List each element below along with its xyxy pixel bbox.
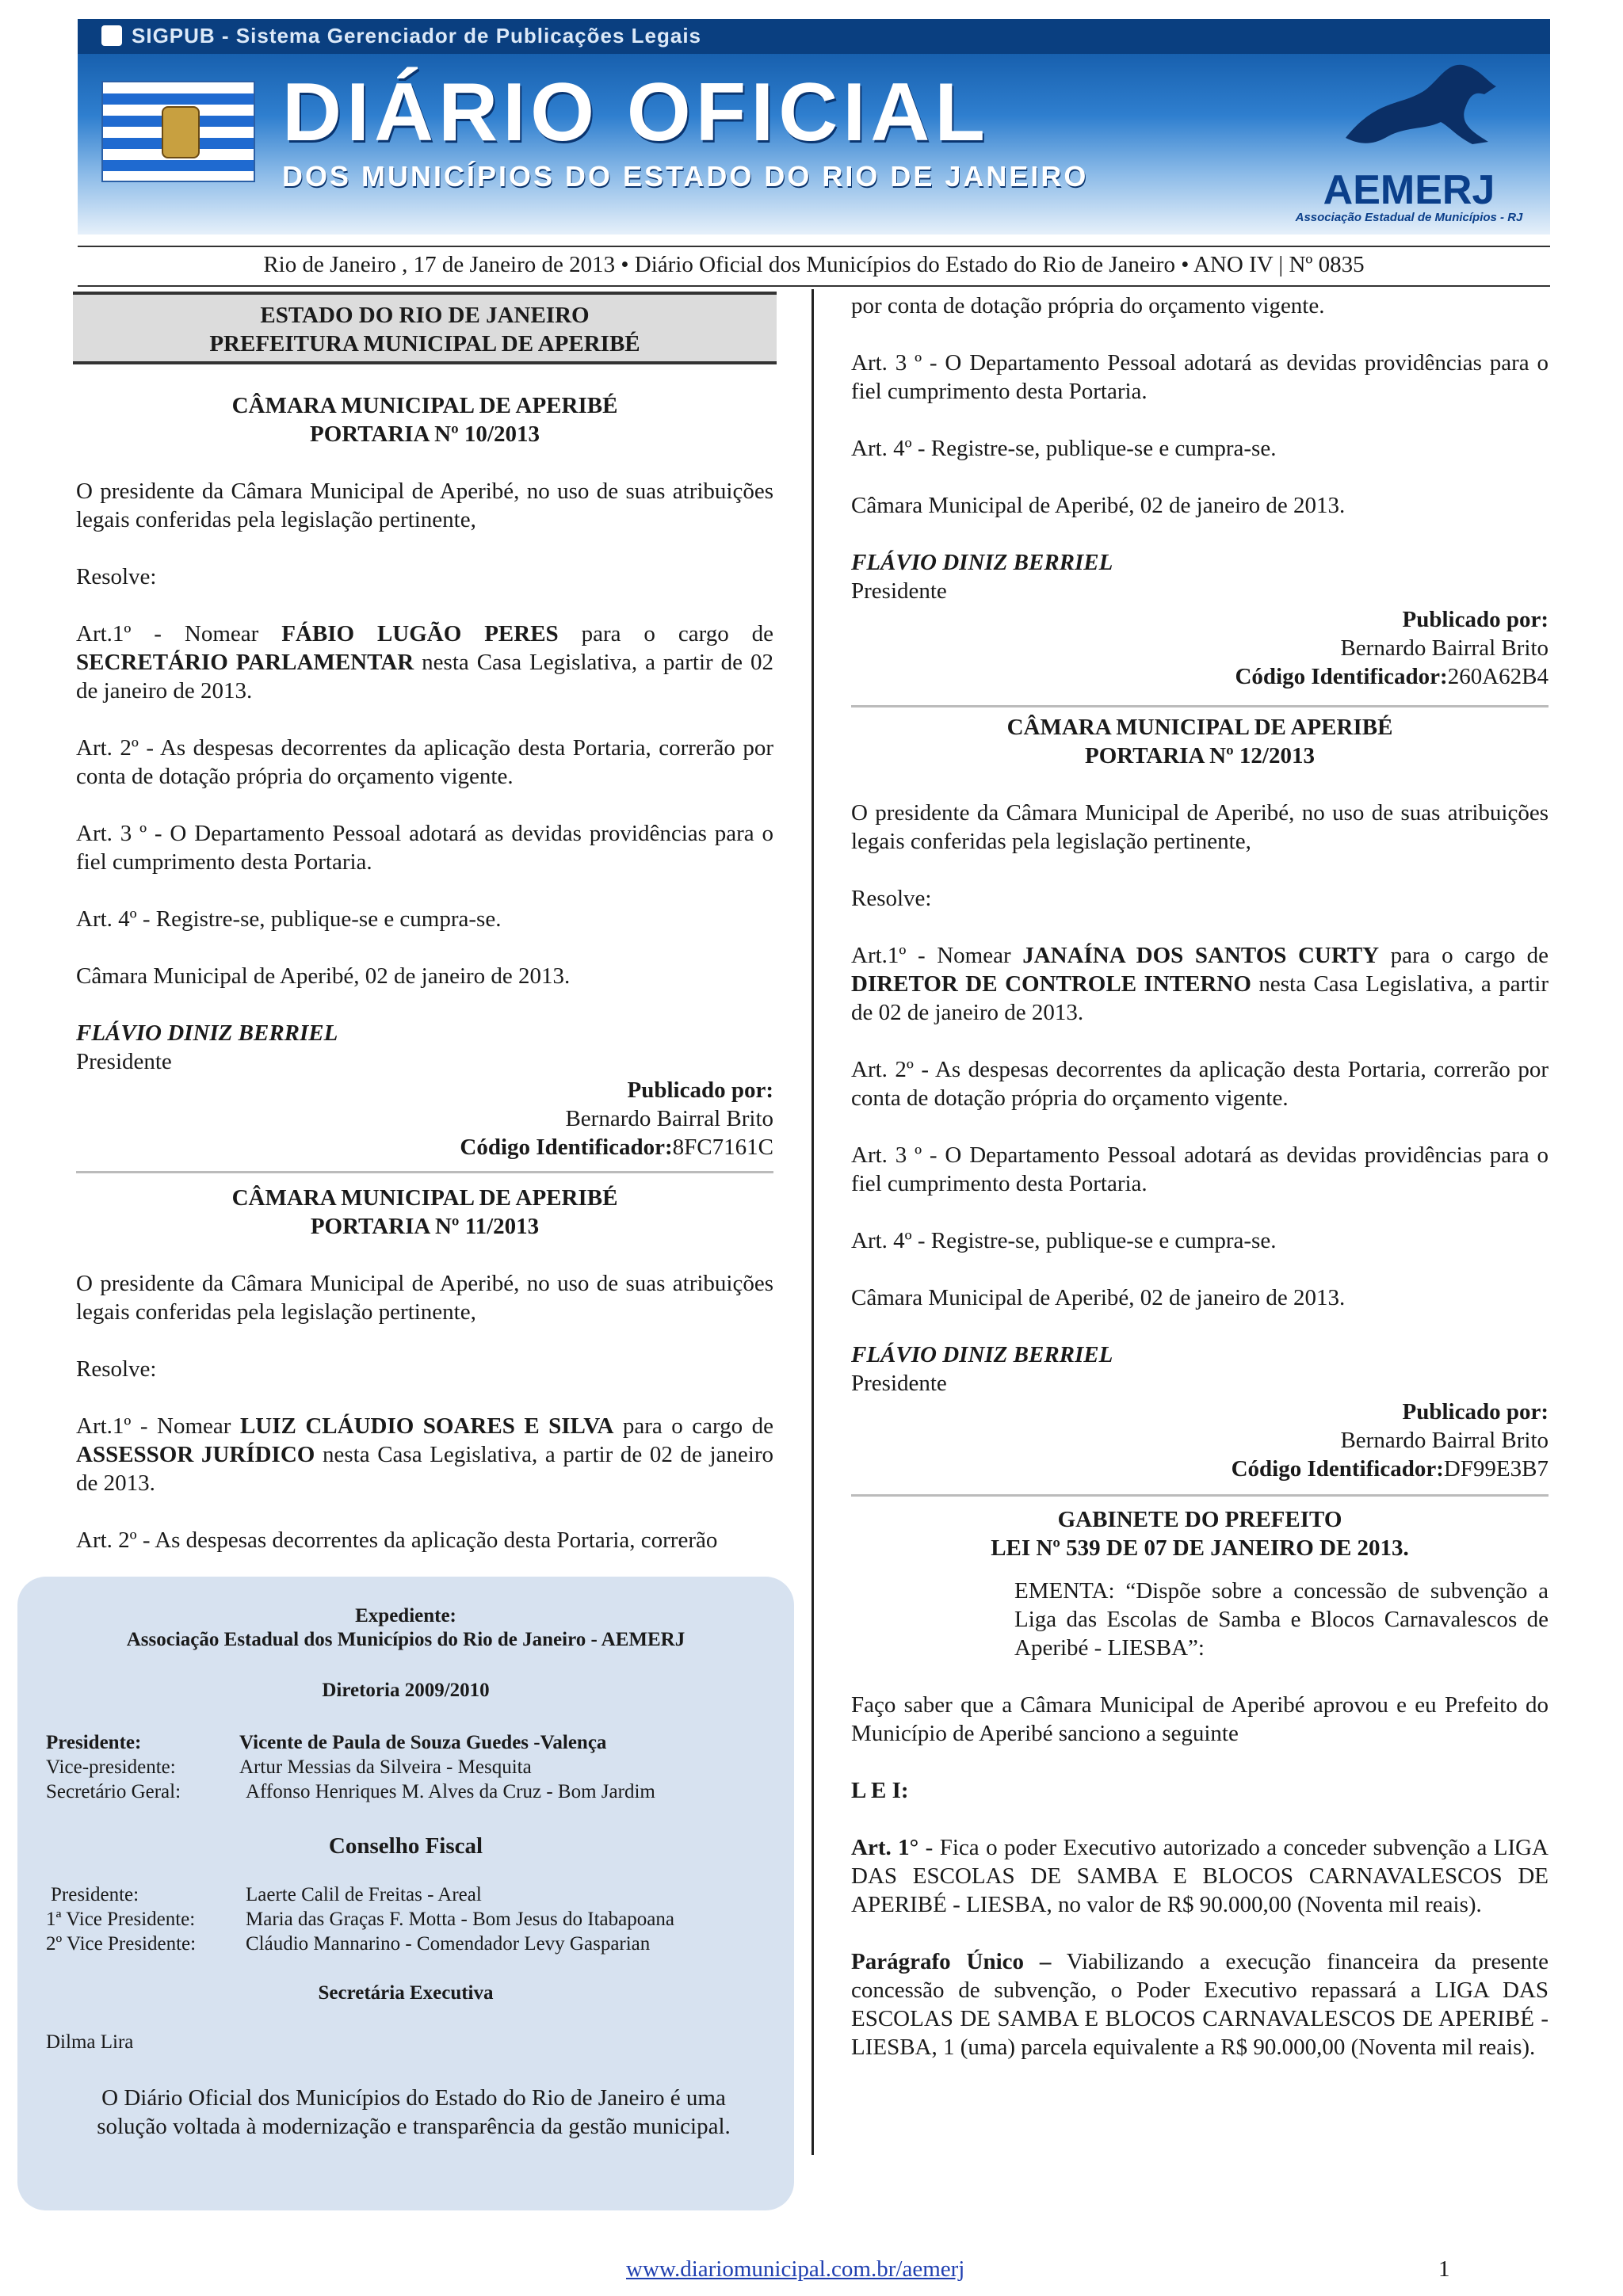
- portaria-12-art3: Art. 3 º - O Departamento Pessoal adotará as devidas providências para o fiel cumprimento desta Portaria.: [851, 1142, 1549, 1196]
- code-value: 260A62B4: [1447, 664, 1549, 689]
- page-number: 1: [1438, 2256, 1450, 2282]
- art1-text: Art.1º - Nomear: [76, 1413, 240, 1439]
- cf-vice2-name: Cláudio Mannarino - Comendador Levy Gasparian: [246, 1933, 651, 1955]
- portaria-12-signer-role: Presidente: [851, 1371, 947, 1396]
- lei-title2: LEI Nº 539 DE 07 DE JANEIRO DE 2013.: [991, 1535, 1409, 1561]
- expediente-closing: O Diário Oficial dos Municípios do Estado do Rio de Janeiro é uma solução voltada à modernização e transparência da gestão municipal.: [97, 2085, 731, 2139]
- portaria-10-pub-name: Bernardo Bairral Brito: [565, 1106, 773, 1131]
- lei-label: L E I:: [851, 1778, 909, 1803]
- appointee-name: FÁBIO LUGÃO PERES: [281, 621, 559, 646]
- lei-ementa: EMENTA: “Dispõe sobre a concessão de subvenção a Liga das Escolas de Samba e Blocos Carnavalescos de Aperibé - LIESBA”:: [1014, 1578, 1549, 1661]
- expediente-box: [17, 1577, 794, 2210]
- portaria-10-signer: FLÁVIO DINIZ BERRIEL: [76, 1020, 338, 1046]
- secretario-label: Secretário Geral:: [46, 1781, 181, 1802]
- footer-url-link[interactable]: www.diariomunicipal.com.br/aemerj: [626, 2256, 965, 2282]
- secexec-title: Secretária Executiva: [318, 1982, 494, 2004]
- state-flag-icon: [101, 81, 255, 182]
- state-header-line1: ESTADO DO RIO DE JANEIRO: [260, 303, 590, 328]
- portaria-10: [76, 391, 773, 1161]
- portaria-10-art2: Art. 2º - As despesas decorrentes da aplicação desta Portaria, correrão por conta de dotação própria do orçamento vigente.: [76, 735, 773, 789]
- code-label: Código Identificador:: [1231, 1456, 1444, 1482]
- portaria-12-place: Câmara Municipal de Aperibé, 02 de janeiro de 2013.: [851, 1285, 1346, 1310]
- portaria-11-place: Câmara Municipal de Aperibé, 02 de janeiro de 2013.: [851, 493, 1346, 518]
- portaria-12-art1: [851, 941, 1549, 1027]
- expediente-org: Associação Estadual dos Municípios do Rio de Janeiro - AEMERJ: [126, 1629, 685, 1650]
- secexec-name: Dilma Lira: [46, 2031, 134, 2053]
- portaria-10-pub-label: Publicado por:: [627, 1077, 773, 1103]
- portaria-11-resolve: Resolve:: [76, 1356, 157, 1382]
- portaria-11-pub-name: Bernardo Bairral Brito: [1340, 635, 1549, 661]
- code-label: Código Identificador:: [1235, 664, 1448, 689]
- cf-vice1-name: Maria das Graças F. Motta - Bom Jesus do Itabapoana: [246, 1909, 674, 1930]
- paragrafo-label: Parágrafo Único –: [851, 1949, 1052, 1974]
- masthead-banner: [78, 19, 1550, 235]
- portaria-11: [76, 1184, 773, 1554]
- portaria-12-resolve: Resolve:: [851, 886, 932, 911]
- header-rule-top: [78, 246, 1550, 247]
- portaria-10-code: [76, 1133, 773, 1161]
- header-rule-bottom: [78, 285, 1550, 287]
- portaria-10-signer-role: Presidente: [76, 1049, 172, 1074]
- code-value: 8FC7161C: [672, 1135, 773, 1160]
- state-header-box: [73, 292, 777, 364]
- appointee-role: ASSESSOR JURÍDICO: [76, 1442, 315, 1467]
- portaria-12-signer: FLÁVIO DINIZ BERRIEL: [851, 1342, 1113, 1367]
- art1-text: Art.1º - Nomear: [76, 621, 282, 646]
- portaria-12-intro: O presidente da Câmara Municipal de Aperibé, no uso de suas atribuições legais conferidas pela legislação pertinente,: [851, 800, 1549, 854]
- section-separator: [76, 1171, 773, 1173]
- portaria-12-art4: Art. 4º - Registre-se, publique-se e cumpra-se.: [851, 1228, 1277, 1253]
- portaria-11-title1: CÂMARA MUNICIPAL DE APERIBÉ: [231, 1185, 618, 1211]
- conselho-title: Conselho Fiscal: [328, 1833, 483, 1859]
- lei-539: [851, 1505, 1549, 2061]
- portaria-10-title2: PORTARIA Nº 10/2013: [310, 421, 540, 447]
- sigpub-text: SIGPUB - Sistema Gerenciador de Publicações Legais: [132, 24, 702, 48]
- portaria-10-intro: O presidente da Câmara Municipal de Aperibé, no uso de suas atribuições legais conferidas pela legislação pertinente,: [76, 479, 773, 532]
- portaria-10-title1: CÂMARA MUNICIPAL DE APERIBÉ: [231, 393, 618, 418]
- column-divider: [812, 289, 814, 2155]
- portaria-10-art1: [76, 620, 773, 705]
- state-header-line2: PREFEITURA MUNICIPAL DE APERIBÉ: [209, 331, 640, 357]
- art1-label: Art. 1°: [851, 1835, 919, 1860]
- expediente-title: Expediente:: [355, 1605, 456, 1627]
- portaria-12: [851, 713, 1549, 1483]
- art1-text: para o cargo de: [613, 1413, 773, 1439]
- paragrafo-text: Viabilizando a execução financeira da presente concessão de subvenção, o Poder Executivo repassará a LIGA DAS ESCOLAS DE SAMBA E BLOCOS CARNAVALESCOS DE APERIBÉ - LIESBA, 1 (uma) parcela equivalente a R$ 90.000,00 (Noventa mil reais).: [851, 1949, 1549, 2060]
- aemerj-subtitle: Associação Estadual de Municípios - RJ: [1295, 211, 1523, 224]
- art1-text: - Fica o poder Executivo autorizado a conceder subvenção a LIGA DAS ESCOLAS DE SAMBA E BLOCOS CARNAVALESCOS DE APERIBÉ - LIESBA, no valor de R$ 90.000,00 (Noventa mil reais).: [851, 1835, 1549, 1917]
- vice-label: Vice-presidente:: [46, 1756, 176, 1778]
- lei-faco-saber: Faço saber que a Câmara Municipal de Aperibé aprovou e eu Prefeito do Município de Aperibé sanciono a seguinte: [851, 1692, 1549, 1746]
- portaria-10-art3: Art. 3 º - O Departamento Pessoal adotará as devidas providências para o fiel cumprimento desta Portaria.: [76, 821, 773, 875]
- art1-text: para o cargo de: [1379, 943, 1549, 968]
- portaria-11-art2: Art. 2º - As despesas decorrentes da aplicação desta Portaria, correrão: [76, 1527, 718, 1553]
- portaria-11-pub-label: Publicado por:: [1402, 607, 1549, 632]
- art1-text: para o cargo de: [558, 621, 773, 646]
- portaria-11-signer-role: Presidente: [851, 578, 947, 604]
- lei-paragrafo-unico: [851, 1947, 1549, 2061]
- aemerj-dog-logo-icon: [1330, 51, 1504, 154]
- aemerj-name: AEMERJ: [1323, 167, 1495, 213]
- portaria-10-resolve: Resolve:: [76, 564, 157, 589]
- flag-seal-icon: [162, 106, 200, 158]
- code-value: DF99E3B7: [1443, 1456, 1549, 1482]
- portaria-11-continued: [851, 292, 1549, 691]
- sigpub-icon: [101, 25, 122, 46]
- portaria-11-art4: Art. 4º - Registre-se, publique-se e cumpra-se.: [851, 436, 1277, 461]
- section-separator: [851, 705, 1549, 707]
- portaria-12-title1: CÂMARA MUNICIPAL DE APERIBÉ: [1006, 715, 1393, 740]
- section-separator: [851, 1494, 1549, 1497]
- art1-text: Art.1º - Nomear: [851, 943, 1023, 968]
- dateline: Rio de Janeiro , 17 de Janeiro de 2013 • Diário Oficial dos Municípios do Estado do Rio de Janeiro • ANO IV | Nº 0835: [263, 252, 1365, 277]
- art1-text: nesta Casa Legislativa, a partir de 02 de janeiro de 2013.: [851, 971, 1549, 1025]
- portaria-12-pub-label: Publicado por:: [1402, 1399, 1549, 1425]
- vice-name: Artur Messias da Silveira - Mesquita: [239, 1756, 532, 1778]
- cf-vice1-label: 1ª Vice Presidente:: [46, 1909, 196, 1930]
- portaria-11-art1: [76, 1412, 773, 1497]
- portaria-11-intro: O presidente da Câmara Municipal de Aperibé, no uso de suas atribuições legais conferidas pela legislação pertinente,: [76, 1271, 773, 1325]
- portaria-10-art4: Art. 4º - Registre-se, publique-se e cumpra-se.: [76, 906, 502, 932]
- flag-stripe: [103, 93, 254, 105]
- lei-art1: [851, 1833, 1549, 1919]
- appointee-name: LUIZ CLÁUDIO SOARES E SILVA: [239, 1413, 614, 1439]
- art1-text: nesta Casa Legislativa, a partir de 02 de janeiro de 2013.: [76, 1442, 774, 1496]
- cf-vice2-label: 2º Vice Presidente:: [46, 1933, 197, 1955]
- aemerj-logo: [1278, 167, 1540, 224]
- portaria-11-code: [851, 662, 1549, 691]
- portaria-11-art3: Art. 3 º - O Departamento Pessoal adotará as devidas providências para o fiel cumprimento desta Portaria.: [851, 350, 1549, 404]
- portaria-11-title2: PORTARIA Nº 11/2013: [310, 1214, 540, 1239]
- art1-text: nesta Casa Legislativa, a partir de 02 de janeiro de 2013.: [76, 650, 773, 704]
- presidente-name: Vicente de Paula de Souza Guedes -Valença: [239, 1732, 607, 1753]
- cf-presidente-name: Laerte Calil de Freitas - Areal: [246, 1884, 482, 1905]
- portaria-12-pub-name: Bernardo Bairral Brito: [1340, 1428, 1549, 1453]
- portaria-10-place: Câmara Municipal de Aperibé, 02 de janeiro de 2013.: [76, 963, 571, 989]
- portaria-12-title2: PORTARIA Nº 12/2013: [1085, 743, 1315, 769]
- continued-text: por conta de dotação própria do orçamento vigente.: [851, 293, 1325, 318]
- appointee-name: JANAÍNA DOS SANTOS CURTY: [1022, 943, 1380, 968]
- secretario-name: Affonso Henriques M. Alves da Cruz - Bom Jardim: [246, 1781, 655, 1802]
- masthead-title: DIÁRIO OFICIAL: [282, 67, 990, 158]
- lei-title1: GABINETE DO PREFEITO: [1057, 1507, 1342, 1532]
- cf-presidente-label: Presidente:: [51, 1884, 139, 1905]
- diretoria-title: Diretoria 2009/2010: [322, 1680, 490, 1701]
- masthead-subtitle: DOS MUNICÍPIOS DO ESTADO DO RIO DE JANEIRO: [282, 160, 1089, 193]
- flag-stripe: [103, 160, 254, 171]
- appointee-role: DIRETOR DE CONTROLE INTERNO: [851, 971, 1251, 997]
- portaria-11-signer: FLÁVIO DINIZ BERRIEL: [851, 550, 1113, 575]
- appointee-role: SECRETÁRIO PARLAMENTAR: [76, 650, 414, 675]
- portaria-12-art2: Art. 2º - As despesas decorrentes da aplicação desta Portaria, correrão por conta de dotação própria do orçamento vigente.: [851, 1057, 1549, 1111]
- sigpub-label: [101, 24, 701, 48]
- presidente-label: Presidente:: [46, 1732, 142, 1753]
- portaria-12-code: [851, 1455, 1549, 1483]
- code-label: Código Identificador:: [460, 1135, 673, 1160]
